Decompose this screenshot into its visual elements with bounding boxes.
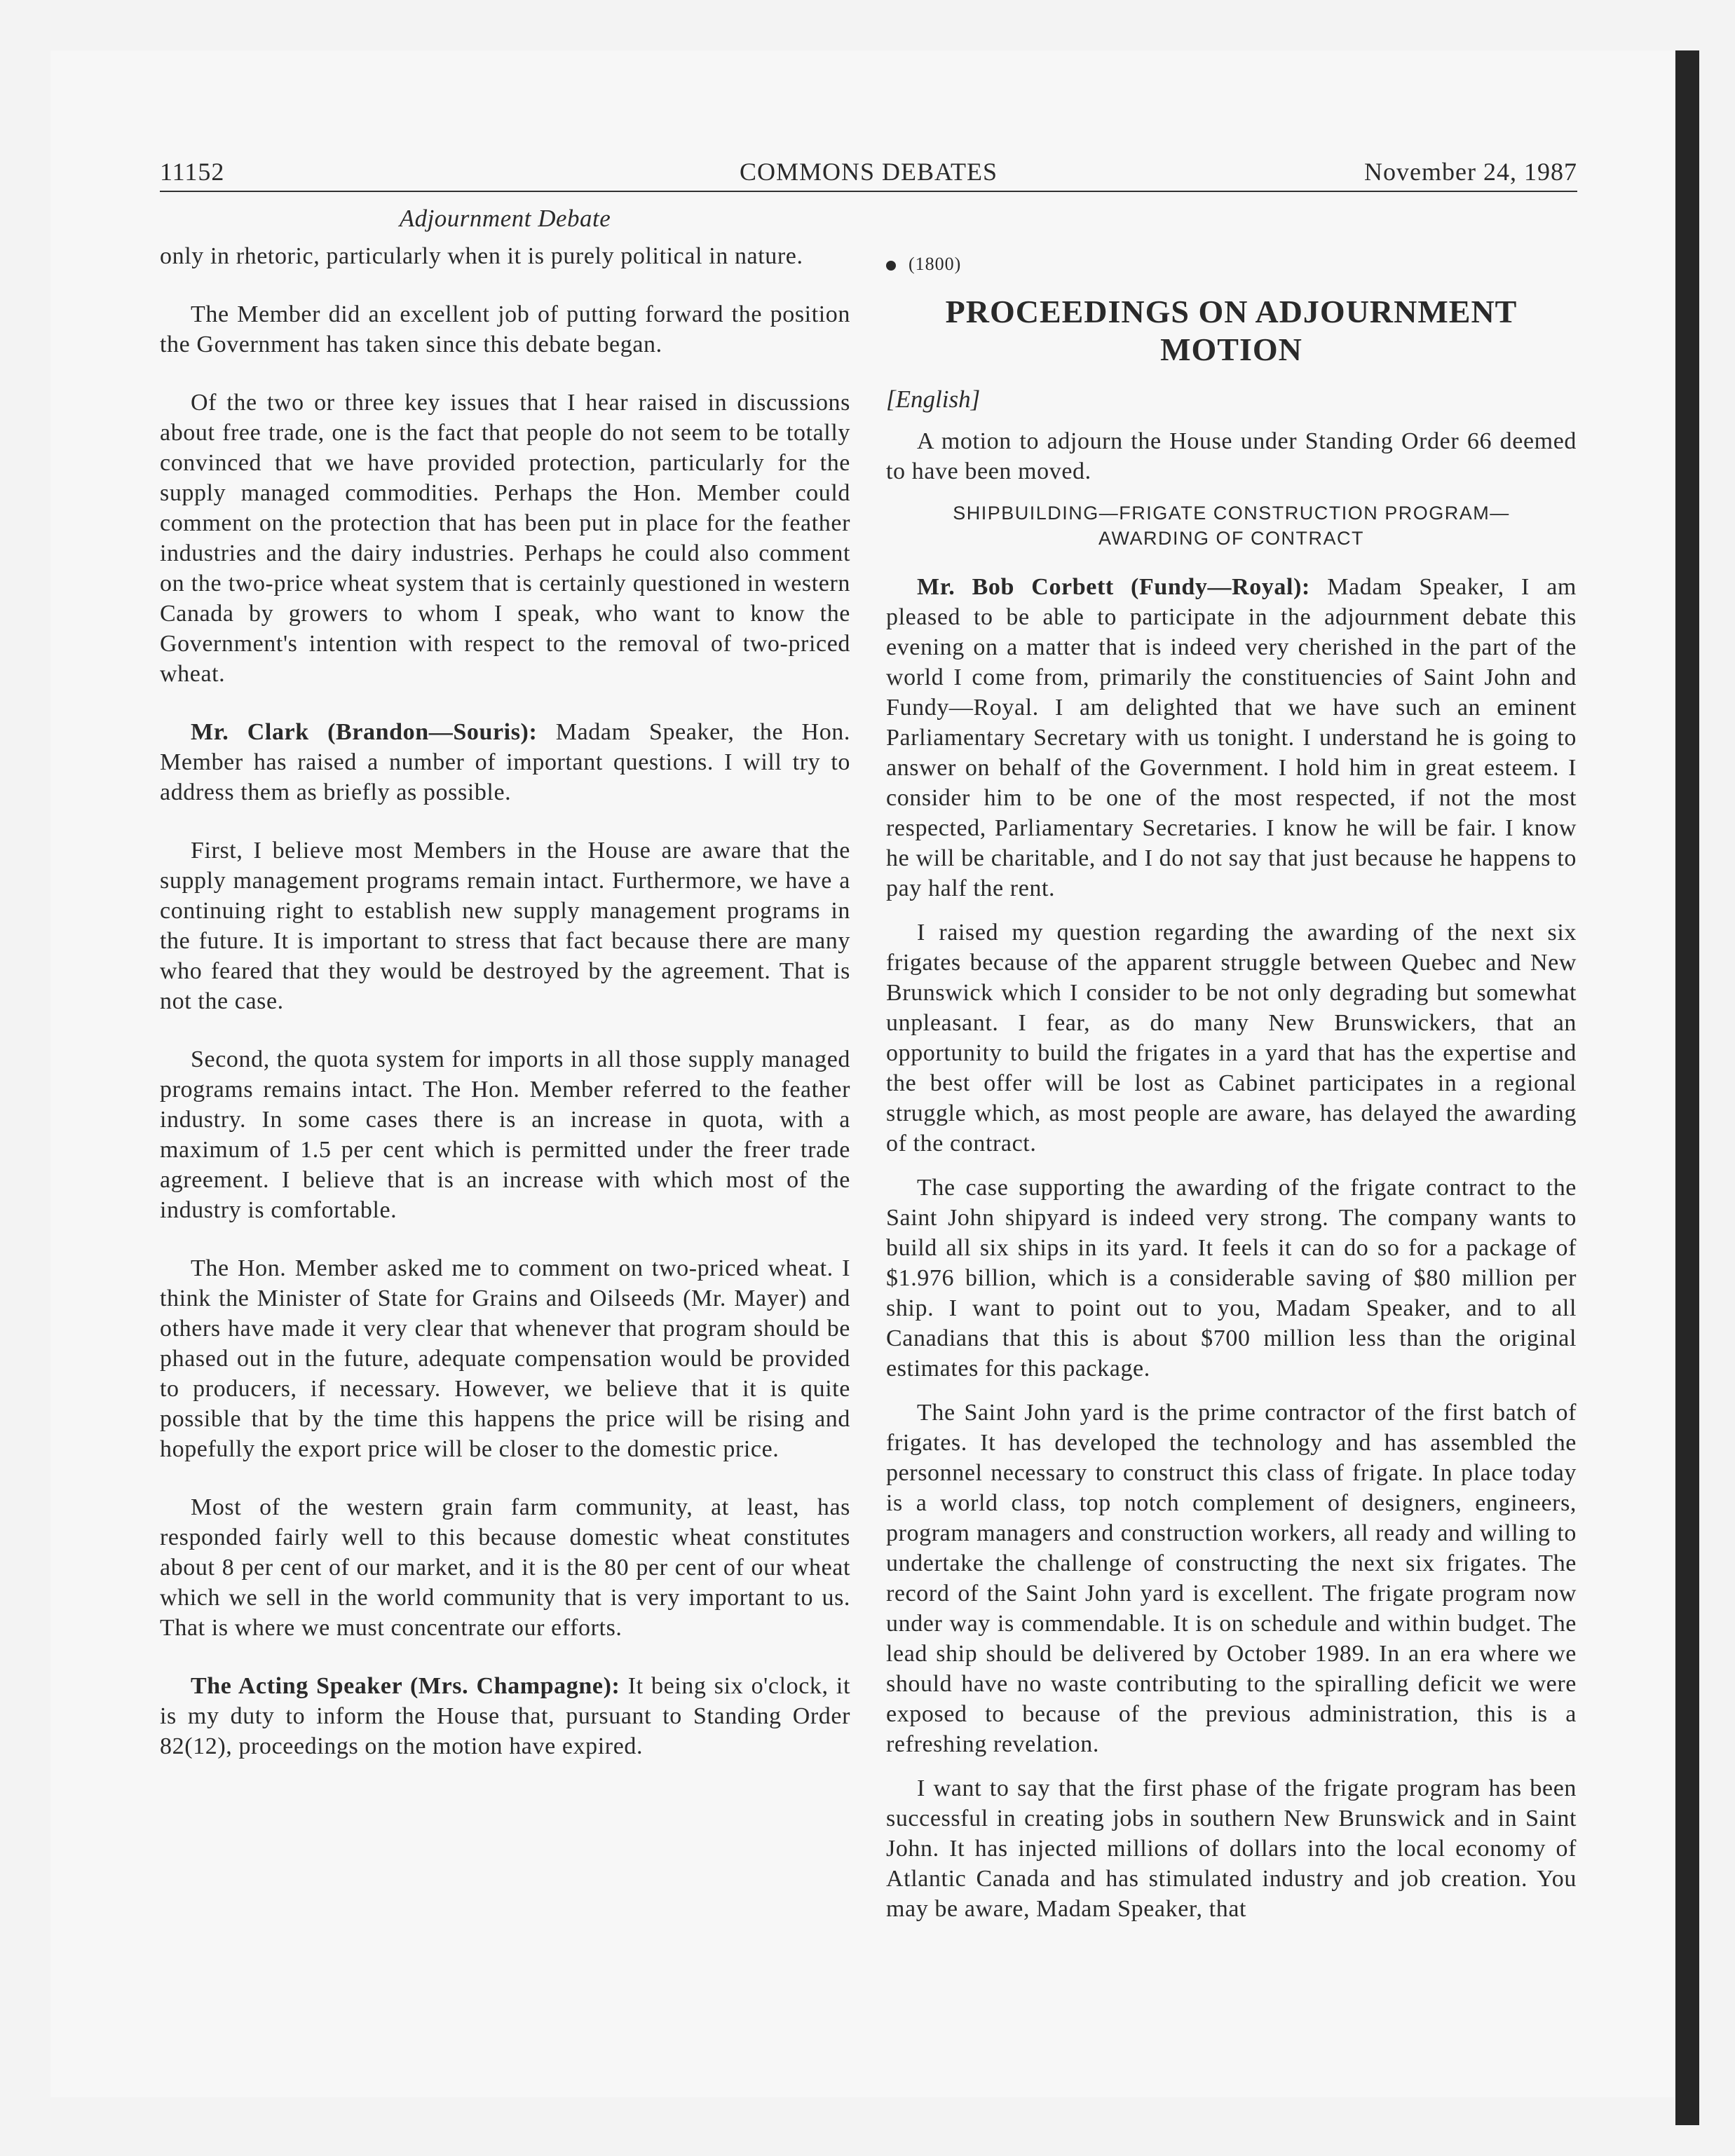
- time-marker: [886, 254, 1577, 275]
- right-column: [886, 205, 1577, 1938]
- time-marker-text: (1800): [909, 254, 962, 274]
- section-label: Adjournment Debate: [399, 205, 611, 232]
- paragraph: [886, 917, 1577, 1159]
- speaker-name: Mr. Clark (Brandon—Souris):: [191, 719, 538, 745]
- paragraph-text: I raised my question regarding the awarding of the next six frigates because of the apparent struggle between Quebec and New Brunswick which I consider to be not only degrading but somewhat unpleasant. I fear, as do many New Brunswickers, that an opportunity to build the frigates in a yard that has the expertise and the best offer will be lost as Cabinet participates in a regional struggle which, as most people are aware, has delayed the awarding of the contract.: [886, 920, 1577, 1157]
- paragraph-text: Madam Speaker, I am pleased to be able to participate in the adjournment debate this evening on a matter that is indeed very cherished in the part of the world I come from, primarily the constituencies of Saint John and Fundy—Royal. I am delighted that we have such an eminent Parliamentary Secretary with us tonight. I understand he is going to answer on behalf of the Government. I hold him in great esteem. I consider him to be one of the most respected, if not the most respected, Parliamentary Secretaries. I know he will be fair. I know he will be charitable, and I do not say that just because he happens to pay half the rent.: [886, 574, 1577, 901]
- paragraph-text: The Member did an excellent job of putting forward the position the Government has taken since this debate began.: [160, 301, 850, 357]
- paragraph: [886, 1173, 1577, 1384]
- paragraph: [160, 835, 850, 1016]
- paragraph: [886, 572, 1577, 903]
- paragraph: [886, 1398, 1577, 1759]
- paragraph-text: Of the two or three key issues that I hear raised in discussions about free trade, one is the fact that people do not seem to be totally convinced that we have provided protection, particularly for the supply managed commodities. Perhaps the Hon. Member could comment on the protection that has been put in place for the feather industries and the dairy industries. Perhaps he could also comment on the two-price wheat system that is certainly questioned in western Canada by growers to whom I speak, who want to know the Government's intention with respect to the removal of two-priced wheat.: [160, 390, 850, 687]
- paragraph: [160, 1253, 850, 1464]
- paragraph-text: only in rhetoric, particularly when it is purely political in nature.: [160, 243, 803, 269]
- paragraph: [160, 241, 850, 271]
- scan-edge-bar: [1675, 50, 1699, 2125]
- paragraph: [160, 388, 850, 689]
- paragraph-text: First, I believe most Members in the House are aware that the supply management programs remain intact. Furthermore, we have a continuing right to establish new supply management programs in the future. It is important to stress that fact because there are many who feared that they would be destroyed by the agreement. That is not the case.: [160, 838, 850, 1014]
- motion-intro: A motion to adjourn the House under Standing Order 66 deemed to have been moved.: [886, 428, 1577, 484]
- publication-title: COMMONS DEBATES: [739, 158, 998, 186]
- bullet-dot-icon: [886, 261, 896, 271]
- paragraph-text: It being six o'clock, it is my duty to inform the House that, pursuant to Standing Order 82(12), proceedings on the motion have expired.: [160, 1673, 850, 1759]
- paragraph-text: Madam Speaker, the Hon. Member has raised a number of important questions. I will try to address them as briefly as possible.: [160, 719, 850, 805]
- paragraph-text: The case supporting the awarding of the frigate contract to the Saint John shipyard is indeed very strong. The company wants to build all six ships in its yard. It feels it can do so for a package of $1.976 billion, which is a considerable saving of $80 million per ship. I want to point out to you, Madam Speaker, and to all Canadians that this is about $700 million less than the original estimates for this package.: [886, 1175, 1577, 1381]
- paragraph-text: The Saint John yard is the prime contractor of the first batch of frigates. It has developed the technology and has assembled the personnel necessary to construct this class of frigate. In place today is a world class, top notch complement of designers, engineers, program managers and construction workers, all ready and willing to undertake the challenge of constructing the next six frigates. The record of the Saint John yard is excellent. The frigate program now under way is commendable. It is on schedule and within budget. The lead ship should be delivered by October 1989. In an era where we should have no waste contributing to the spiralling deficit we were exposed to because of the previous administration, this is a refreshing revelation.: [886, 1400, 1577, 1757]
- paragraph-text: The Hon. Member asked me to comment on two-priced wheat. I think the Minister of State for Grains and Oilseeds (Mr. Mayer) and others have made it very clear that whenever that program should be phased out in the future, adequate compensation would be provided to producers, if necessary. However, we believe that it is quite possible that by the time this happens the price will be rising and hopefully the export price will be closer to the domestic price.: [160, 1255, 850, 1462]
- speaker-name: Mr. Bob Corbett (Fundy—Royal):: [917, 574, 1310, 600]
- paragraph-text: Most of the western grain farm community, at least, has responded fairly well to this because domestic wheat constitutes about 8 per cent of our market, and it is the 80 per cent of our wheat which we sell in the world community that is very important to us. That is where we must concentrate our efforts.: [160, 1494, 850, 1641]
- paragraph-text: Second, the quota system for imports in all those supply managed programs remains intact. The Hon. Member referred to the feather industry. In some cases there is an increase in quota, with a maximum of 1.5 per cent which is permitted under the freer trade agreement. I believe that is an increase with which most of the industry is comfortable.: [160, 1046, 850, 1223]
- paragraph: [160, 1044, 850, 1225]
- paragraph: [160, 299, 850, 360]
- page-header: [160, 156, 1577, 192]
- paragraph: [886, 1773, 1577, 1924]
- paragraph-text: I want to say that the first phase of the frigate program has been successful in creating jobs in southern New Brunswick and in Saint John. It has injected millions of dollars into the local economy of Atlantic Canada and has stimulated industry and job creation. You may be aware, Madam Speaker, that: [886, 1775, 1577, 1922]
- proceedings-heading: PROCEEDINGS ON ADJOURNMENT MOTION: [945, 294, 1518, 367]
- page-number: 11152: [160, 158, 225, 186]
- left-column: [160, 205, 850, 1789]
- paragraph: [160, 1492, 850, 1643]
- language-tag: [English]: [886, 386, 981, 413]
- speaker-name: The Acting Speaker (Mrs. Champagne):: [191, 1673, 620, 1699]
- publication-date: November 24, 1987: [1364, 158, 1577, 186]
- subject-heading: SHIPBUILDING—FRIGATE CONSTRUCTION PROGRAM—AWARDING OF CONTRACT: [953, 503, 1510, 549]
- paragraph: [160, 1671, 850, 1761]
- paragraph: [160, 717, 850, 807]
